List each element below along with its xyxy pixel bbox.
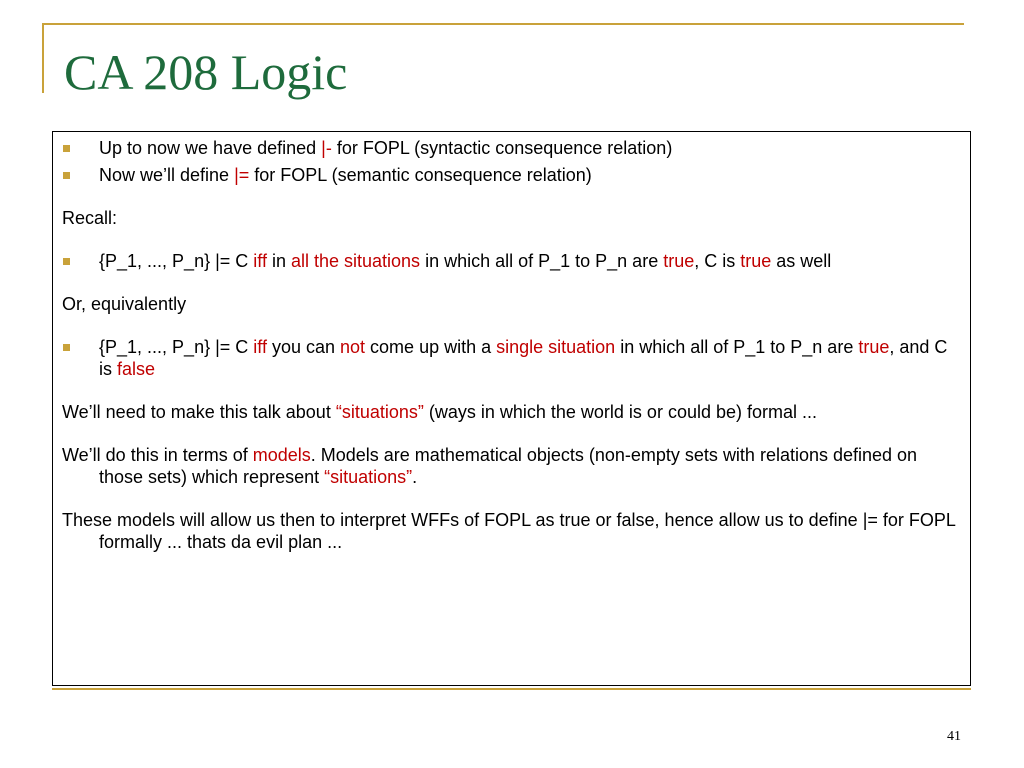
text-span: (ways in which the world is or could be) formal ... xyxy=(423,402,818,422)
bullet-definition-all-situations xyxy=(62,250,962,272)
top-accent-rule xyxy=(42,23,964,25)
text-span: in which all of P_1 to P_n are xyxy=(420,251,664,271)
page-number: 41 xyxy=(947,729,961,744)
highlight-span: iff xyxy=(253,251,267,271)
equivalently-label: Or, equivalently xyxy=(62,294,187,314)
situations-paragraph xyxy=(62,401,962,423)
highlight-span: iff xyxy=(253,337,267,357)
text-span: in which all of P_1 to P_n are xyxy=(615,337,859,357)
highlight-span: models xyxy=(252,445,311,465)
highlight-span: |- xyxy=(321,138,332,158)
text-span: , and C is xyxy=(99,337,948,379)
highlight-span: true xyxy=(858,337,890,357)
models-paragraph xyxy=(62,444,962,488)
highlight-span: single situation xyxy=(496,337,616,357)
highlight-span: not xyxy=(340,337,366,357)
text-span: in xyxy=(266,251,291,271)
text-span: , C is xyxy=(694,251,741,271)
highlight-span: “situations” xyxy=(324,467,413,487)
plan-paragraph: These models will allow us then to interpret WFFs of FOPL as true or false, hence allow us to define |= for FOPL formally ... thats da evil plan ... xyxy=(62,510,956,552)
text-span: {P_1, ..., P_n} |= C xyxy=(99,251,254,271)
square-bullet-icon xyxy=(63,344,70,351)
bottom-accent-rule xyxy=(52,688,971,690)
text-span: We’ll do this in terms of xyxy=(62,445,253,465)
slide-body xyxy=(62,137,962,553)
text-span: for FOPL (semantic consequence relation) xyxy=(249,165,592,185)
highlight-span: false xyxy=(117,359,156,379)
highlight-span: “situations” xyxy=(335,402,424,422)
square-bullet-icon xyxy=(63,258,70,265)
highlight-span: all the situations xyxy=(290,251,421,271)
text-span: We’ll need to make this talk about xyxy=(62,402,336,422)
bullet-semantic-consequence xyxy=(62,164,962,186)
square-bullet-icon xyxy=(63,172,70,179)
recall-label: Recall: xyxy=(62,208,118,228)
text-span: . Models are mathematical objects (non-empty sets with relations defined on those sets) which represent xyxy=(99,445,918,487)
bullet-definition-single-situation xyxy=(62,336,962,380)
text-span: {P_1, ..., P_n} |= C xyxy=(99,337,254,357)
text-span: come up with a xyxy=(365,337,497,357)
text-span: you can xyxy=(266,337,341,357)
square-bullet-icon xyxy=(63,145,70,152)
text-span: as well xyxy=(771,251,832,271)
bullet-syntactic-consequence xyxy=(62,137,962,159)
highlight-span: |= xyxy=(234,165,250,185)
text-span: . xyxy=(412,467,418,487)
left-accent-rule xyxy=(42,23,44,93)
text-span: Up to now we have defined xyxy=(99,138,322,158)
highlight-span: true xyxy=(663,251,695,271)
highlight-span: true xyxy=(740,251,772,271)
slide-title: CA 208 Logic xyxy=(64,44,348,100)
text-span: for FOPL (syntactic consequence relation) xyxy=(331,138,673,158)
text-span: Now we’ll define xyxy=(99,165,235,185)
